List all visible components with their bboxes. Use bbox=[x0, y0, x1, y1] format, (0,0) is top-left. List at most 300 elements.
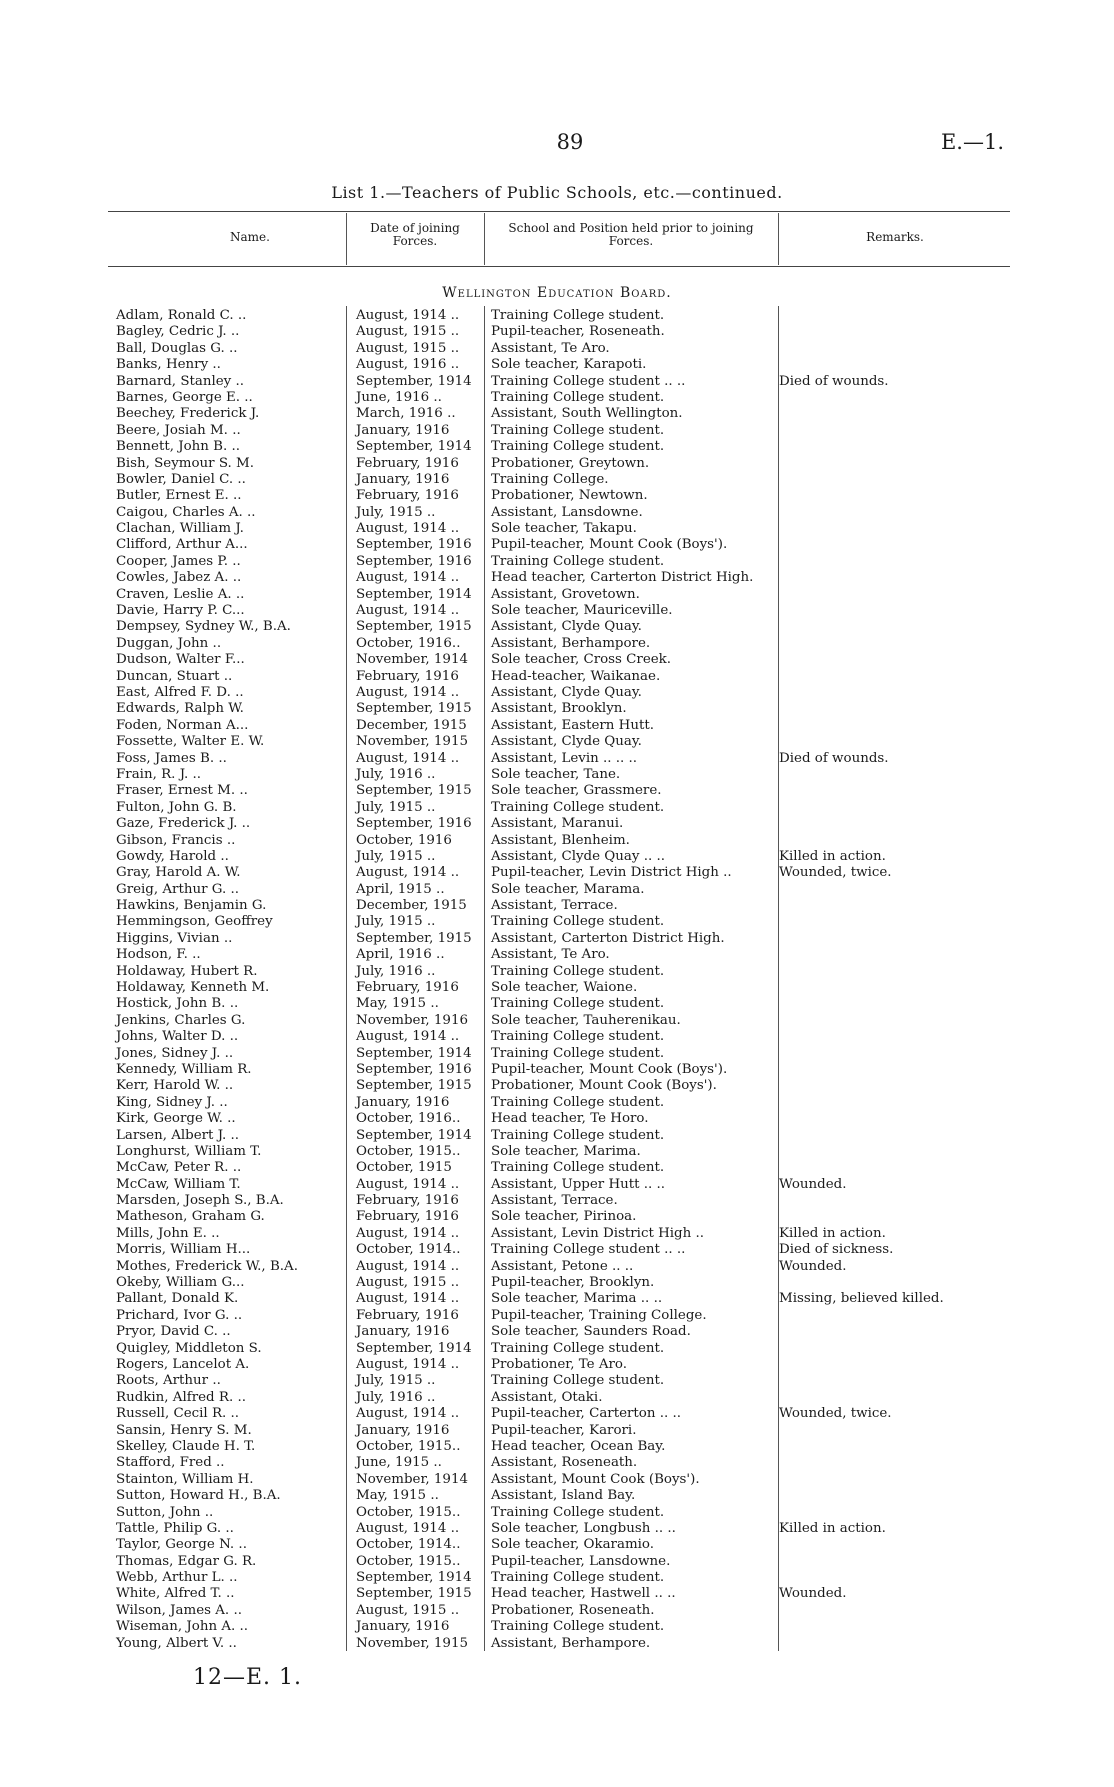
teacher-name: Gray, Harold A. W. bbox=[116, 865, 241, 881]
prior-position: Assistant, Terrace. bbox=[491, 1193, 618, 1209]
teacher-name: Sutton, John .. bbox=[116, 1504, 214, 1520]
teacher-name: Mills, John E. .. bbox=[116, 1225, 220, 1241]
prior-position: Sole teacher, Marima. bbox=[491, 1143, 641, 1159]
prior-position: Pupil-teacher, Brooklyn. bbox=[491, 1275, 655, 1291]
prior-position: Sole teacher, Longbush .. .. bbox=[491, 1520, 676, 1536]
table-row bbox=[116, 374, 1016, 390]
teacher-name: Gaze, Frederick J. .. bbox=[116, 816, 251, 832]
teacher-name: King, Sidney J. .. bbox=[116, 1094, 228, 1110]
prior-position: Pupil-teacher, Carterton .. .. bbox=[491, 1406, 682, 1422]
join-date: October, 1915.. bbox=[356, 1553, 461, 1569]
teacher-name: Hodson, F. .. bbox=[116, 947, 201, 963]
table-row bbox=[116, 1226, 1016, 1242]
teacher-name: Matheson, Graham G. bbox=[116, 1209, 265, 1225]
join-date: September, 1915 bbox=[356, 1586, 472, 1602]
page-number: 89 bbox=[556, 130, 584, 154]
remarks-text: Wounded. bbox=[779, 1258, 847, 1274]
table-row bbox=[116, 1291, 1016, 1307]
column-header-date: Date of joining Forces. bbox=[370, 221, 460, 248]
table-row bbox=[116, 1521, 1016, 1537]
prior-position: Assistant, Terrace. bbox=[491, 898, 618, 914]
table-row bbox=[116, 865, 1016, 881]
table-row bbox=[116, 767, 1016, 783]
table-row bbox=[116, 1341, 1016, 1357]
table-row bbox=[116, 1013, 1016, 1029]
table-row bbox=[116, 406, 1016, 422]
remarks-text: Killed in action. bbox=[779, 848, 886, 864]
join-date: February, 1916 bbox=[356, 980, 459, 996]
join-date: February, 1916 bbox=[356, 488, 459, 504]
teacher-name: Adlam, Ronald C. .. bbox=[116, 308, 247, 323]
teacher-name: Fulton, John G. B. bbox=[116, 799, 237, 815]
join-date: August, 1914 .. bbox=[356, 1176, 460, 1192]
table-row bbox=[116, 488, 1016, 504]
join-date: January, 1916 bbox=[356, 1094, 450, 1110]
join-date: January, 1916 bbox=[356, 1324, 450, 1340]
join-date: March, 1916 .. bbox=[356, 406, 456, 422]
page-reference: E.—1. bbox=[940, 130, 1004, 154]
join-date: August, 1915 .. bbox=[356, 1275, 460, 1291]
prior-position: Probationer, Roseneath. bbox=[491, 1602, 655, 1618]
teacher-name: Dudson, Walter F... bbox=[116, 652, 245, 668]
join-date: July, 1916 .. bbox=[356, 963, 436, 979]
prior-position: Pupil-teacher, Training College. bbox=[491, 1307, 707, 1323]
join-date: January, 1916 bbox=[356, 1422, 450, 1438]
prior-position: Sole teacher, Cross Creek. bbox=[491, 652, 672, 668]
table-row bbox=[116, 1586, 1016, 1602]
prior-position: Assistant, Island Bay. bbox=[491, 1488, 636, 1504]
teacher-name: Davie, Harry P. C... bbox=[116, 603, 245, 619]
teacher-name: Gowdy, Harold .. bbox=[116, 848, 229, 864]
prior-position: Pupil-teacher, Lansdowne. bbox=[491, 1553, 671, 1569]
teacher-name: Higgins, Vivian .. bbox=[116, 930, 233, 946]
teacher-name: Kennedy, William R. bbox=[116, 1061, 252, 1077]
remarks-text: Killed in action. bbox=[779, 1520, 886, 1536]
table-row bbox=[116, 1423, 1016, 1439]
prior-position: Pupil-teacher, Levin District High .. bbox=[491, 865, 732, 881]
teacher-name: Banks, Henry .. bbox=[116, 357, 221, 373]
teacher-name: Clachan, William J. bbox=[116, 521, 244, 537]
join-date: November, 1916 bbox=[356, 1012, 468, 1028]
join-date: September, 1914 bbox=[356, 1127, 472, 1143]
prior-position: Sole teacher, Pirinoa. bbox=[491, 1209, 637, 1225]
table-row bbox=[116, 800, 1016, 816]
table-row bbox=[116, 308, 1016, 324]
join-date: November, 1915 bbox=[356, 1635, 468, 1651]
teacher-name: Beere, Josiah M. .. bbox=[116, 422, 241, 438]
prior-position: Training College student. bbox=[491, 553, 665, 569]
prior-position: Assistant, Upper Hutt .. .. bbox=[491, 1176, 666, 1192]
teacher-name: Wilson, James A. .. bbox=[116, 1602, 242, 1618]
teacher-name: Foden, Norman A... bbox=[116, 717, 249, 733]
join-date: August, 1914 .. bbox=[356, 1258, 460, 1274]
join-date: November, 1914 bbox=[356, 1471, 468, 1487]
teacher-name: Longhurst, William T. bbox=[116, 1143, 262, 1159]
table-row bbox=[116, 751, 1016, 767]
prior-position: Assistant, Levin District High .. bbox=[491, 1225, 705, 1241]
footer-signature: 12—E. 1. bbox=[193, 1665, 303, 1690]
join-date: October, 1915 bbox=[356, 1160, 452, 1176]
join-date: August, 1914 .. bbox=[356, 1520, 460, 1536]
teacher-name: Gibson, Francis .. bbox=[116, 832, 236, 848]
teacher-name: Frain, R. J. .. bbox=[116, 766, 202, 782]
join-date: August, 1914 .. bbox=[356, 603, 460, 619]
teacher-name: Kerr, Harold W. .. bbox=[116, 1078, 234, 1094]
table-row bbox=[116, 1570, 1016, 1586]
prior-position: Training College. bbox=[491, 471, 609, 487]
teacher-name: Greig, Arthur G. .. bbox=[116, 881, 239, 897]
teacher-name: Russell, Cecil R. .. bbox=[116, 1406, 240, 1422]
table-row bbox=[116, 1554, 1016, 1570]
join-date: July, 1915 .. bbox=[356, 799, 436, 815]
table-row bbox=[116, 1078, 1016, 1094]
prior-position: Sole teacher, Marama. bbox=[491, 881, 645, 897]
table-row bbox=[116, 587, 1016, 603]
join-date: September, 1915 bbox=[356, 783, 472, 799]
table-row bbox=[116, 1209, 1016, 1225]
teacher-name: Butler, Ernest E. .. bbox=[116, 488, 242, 504]
teacher-name: Johns, Walter D. .. bbox=[116, 1029, 239, 1045]
join-date: September, 1914 bbox=[356, 439, 472, 455]
remarks-text: Wounded, twice. bbox=[779, 1406, 892, 1422]
join-date: October, 1916.. bbox=[356, 1111, 461, 1127]
table-row bbox=[116, 685, 1016, 701]
join-date: May, 1915 .. bbox=[356, 996, 439, 1012]
teacher-name: Barnes, George E. .. bbox=[116, 389, 253, 405]
join-date: June, 1916 .. bbox=[356, 389, 442, 405]
teacher-name: Barnard, Stanley .. bbox=[116, 373, 245, 389]
prior-position: Sole teacher, Marima .. .. bbox=[491, 1291, 663, 1307]
prior-position: Training College student. bbox=[491, 439, 665, 455]
teacher-name: Ball, Douglas G. .. bbox=[116, 340, 238, 356]
prior-position: Training College student. bbox=[491, 422, 665, 438]
join-date: September, 1916 bbox=[356, 553, 472, 569]
table-row bbox=[116, 570, 1016, 586]
join-date: August, 1914 .. bbox=[356, 865, 460, 881]
prior-position: Sole teacher, Mauriceville. bbox=[491, 603, 673, 619]
join-date: August, 1915 .. bbox=[356, 340, 460, 356]
table-row bbox=[116, 1177, 1016, 1193]
prior-position: Assistant, South Wellington. bbox=[491, 406, 683, 422]
teacher-name: McCaw, Peter R. .. bbox=[116, 1160, 242, 1176]
prior-position: Head teacher, Te Horo. bbox=[491, 1111, 649, 1127]
prior-position: Pupil-teacher, Roseneath. bbox=[491, 324, 665, 340]
prior-position: Assistant, Roseneath. bbox=[491, 1455, 638, 1471]
table-row bbox=[116, 603, 1016, 619]
teacher-name: Cooper, James P. .. bbox=[116, 553, 241, 569]
join-date: February, 1916 bbox=[356, 455, 459, 471]
prior-position: Training College student. bbox=[491, 963, 665, 979]
join-date: June, 1915 .. bbox=[356, 1455, 442, 1471]
table-row bbox=[116, 439, 1016, 455]
join-date: September, 1915 bbox=[356, 930, 472, 946]
teacher-name: Dempsey, Sydney W., B.A. bbox=[116, 619, 291, 635]
prior-position: Training College student. bbox=[491, 1340, 665, 1356]
table-row bbox=[116, 1275, 1016, 1291]
join-date: November, 1915 bbox=[356, 734, 468, 750]
join-date: July, 1916 .. bbox=[356, 1389, 436, 1405]
teacher-name: Prichard, Ivor G. .. bbox=[116, 1307, 243, 1323]
table-row bbox=[116, 1144, 1016, 1160]
teacher-name: Duggan, John .. bbox=[116, 635, 222, 651]
table-row bbox=[116, 964, 1016, 980]
teacher-name: Sutton, Howard H., B.A. bbox=[116, 1488, 281, 1504]
join-date: September, 1916 bbox=[356, 816, 472, 832]
table-row bbox=[116, 914, 1016, 930]
remarks-text: Missing, believed killed. bbox=[779, 1291, 944, 1307]
prior-position: Assistant, Petone .. .. bbox=[491, 1258, 634, 1274]
teacher-name: Rogers, Lancelot A. bbox=[116, 1357, 250, 1372]
join-date: August, 1914 .. bbox=[356, 684, 460, 700]
section-heading: Wellington Education Board. bbox=[442, 285, 672, 301]
prior-position: Head teacher, Ocean Bay. bbox=[491, 1438, 666, 1454]
prior-position: Assistant, Carterton District High. bbox=[491, 930, 725, 946]
join-date: December, 1915 bbox=[356, 717, 467, 733]
table-row bbox=[116, 1242, 1016, 1258]
join-date: September, 1916 bbox=[356, 1061, 472, 1077]
prior-position: Training College student .. .. bbox=[491, 373, 686, 389]
column-header-school: School and Position held prior to joining Forces. bbox=[508, 221, 754, 248]
join-date: August, 1914 .. bbox=[356, 1291, 460, 1307]
join-date: September, 1914 bbox=[356, 1340, 472, 1356]
table-row bbox=[116, 357, 1016, 373]
teacher-name: Jenkins, Charles G. bbox=[116, 1012, 246, 1028]
join-date: August, 1914 .. bbox=[356, 1225, 460, 1241]
table-row bbox=[116, 521, 1016, 537]
table-row bbox=[116, 1111, 1016, 1127]
table-row bbox=[116, 423, 1016, 439]
teacher-name: Marsden, Joseph S., B.A. bbox=[116, 1193, 284, 1209]
table-row bbox=[116, 669, 1016, 685]
remarks-text: Killed in action. bbox=[779, 1225, 886, 1241]
join-date: September, 1915 bbox=[356, 619, 472, 635]
table-row bbox=[116, 701, 1016, 717]
table-row bbox=[116, 1259, 1016, 1275]
table-row bbox=[116, 1406, 1016, 1422]
prior-position: Assistant, Eastern Hutt. bbox=[491, 717, 654, 733]
table-row bbox=[116, 783, 1016, 799]
table-row bbox=[116, 456, 1016, 472]
prior-position: Pupil-teacher, Mount Cook (Boys'). bbox=[491, 1061, 728, 1077]
join-date: February, 1916 bbox=[356, 1209, 459, 1225]
prior-position: Assistant, Te Aro. bbox=[491, 947, 610, 963]
teacher-name: Roots, Arthur .. bbox=[116, 1373, 221, 1389]
list-title: List 1.—Teachers of Public Schools, etc.—continued. bbox=[331, 183, 783, 202]
prior-position: Probationer, Newtown. bbox=[491, 488, 648, 504]
prior-position: Head teacher, Carterton District High. bbox=[491, 570, 754, 586]
teacher-name: Hemmingson, Geoffrey bbox=[116, 914, 273, 930]
prior-position: Assistant, Grovetown. bbox=[491, 586, 640, 602]
table-row bbox=[116, 833, 1016, 849]
join-date: May, 1915 .. bbox=[356, 1488, 439, 1504]
teacher-name: Pryor, David C. .. bbox=[116, 1324, 231, 1340]
table-row bbox=[116, 1324, 1016, 1340]
table-row bbox=[116, 816, 1016, 832]
prior-position: Assistant, Clyde Quay .. .. bbox=[491, 848, 665, 864]
prior-position: Assistant, Maranui. bbox=[491, 816, 624, 832]
remarks-text: Wounded, twice. bbox=[779, 865, 892, 881]
table-row bbox=[116, 718, 1016, 734]
join-date: September, 1915 bbox=[356, 701, 472, 717]
table-row bbox=[116, 1537, 1016, 1553]
header-divider-1 bbox=[346, 213, 347, 265]
teacher-name: Foss, James B. .. bbox=[116, 750, 227, 766]
teacher-name: Fossette, Walter E. W. bbox=[116, 734, 265, 750]
table-row bbox=[116, 505, 1016, 521]
prior-position: Training College student. bbox=[491, 1619, 665, 1635]
table-row bbox=[116, 1603, 1016, 1619]
table-row bbox=[116, 1193, 1016, 1209]
prior-position: Assistant, Blenheim. bbox=[491, 832, 630, 848]
table-row bbox=[116, 390, 1016, 406]
join-date: July, 1915 .. bbox=[356, 1373, 436, 1389]
table-row bbox=[116, 472, 1016, 488]
teacher-name: Skelley, Claude H. T. bbox=[116, 1438, 256, 1454]
prior-position: Sole teacher, Saunders Road. bbox=[491, 1324, 691, 1340]
table-row bbox=[116, 1308, 1016, 1324]
join-date: October, 1914.. bbox=[356, 1537, 461, 1553]
teacher-name: Larsen, Albert J. .. bbox=[116, 1127, 240, 1143]
teacher-name: Quigley, Middleton S. bbox=[116, 1340, 262, 1356]
join-date: October, 1914.. bbox=[356, 1242, 461, 1258]
remarks-text: Died of wounds. bbox=[779, 750, 889, 766]
table-row bbox=[116, 1619, 1016, 1635]
prior-position: Training College student. bbox=[491, 1160, 665, 1176]
prior-position: Training College student. bbox=[491, 308, 665, 323]
join-date: August, 1914 .. bbox=[356, 1029, 460, 1045]
teacher-name: Bennett, John B. .. bbox=[116, 439, 241, 455]
prior-position: Probationer, Te Aro. bbox=[491, 1357, 627, 1372]
join-date: November, 1914 bbox=[356, 652, 468, 668]
join-date: April, 1915 .. bbox=[356, 881, 445, 897]
header-rule-top bbox=[108, 211, 1010, 212]
table-row bbox=[116, 554, 1016, 570]
join-date: August, 1914 .. bbox=[356, 750, 460, 766]
join-date: September, 1914 bbox=[356, 1570, 472, 1586]
table-row bbox=[116, 849, 1016, 865]
prior-position: Assistant, Brooklyn. bbox=[491, 701, 627, 717]
prior-position: Assistant, Clyde Quay. bbox=[491, 734, 642, 750]
join-date: February, 1916 bbox=[356, 1307, 459, 1323]
table-row bbox=[116, 1062, 1016, 1078]
teacher-name: Clifford, Arthur A... bbox=[116, 537, 248, 553]
teacher-name: Thomas, Edgar G. R. bbox=[116, 1553, 257, 1569]
column-header-name: Name. bbox=[230, 230, 270, 244]
teacher-name: Mothes, Frederick W., B.A. bbox=[116, 1258, 298, 1274]
prior-position: Sole teacher, Okaramio. bbox=[491, 1537, 655, 1553]
teacher-name: Holdaway, Hubert R. bbox=[116, 963, 258, 979]
table-row bbox=[116, 882, 1016, 898]
teacher-name: Edwards, Ralph W. bbox=[116, 701, 244, 717]
prior-position: Assistant, Berhampore. bbox=[491, 1635, 651, 1651]
prior-position: Probationer, Greytown. bbox=[491, 455, 650, 471]
remarks-text: Wounded. bbox=[779, 1176, 847, 1192]
prior-position: Training College student. bbox=[491, 1504, 665, 1520]
join-date: August, 1914 .. bbox=[356, 521, 460, 537]
prior-position: Sole teacher, Waione. bbox=[491, 980, 638, 996]
join-date: April, 1916 .. bbox=[356, 947, 445, 963]
teacher-name: Okeby, William G... bbox=[116, 1275, 245, 1291]
prior-position: Assistant, Mount Cook (Boys'). bbox=[491, 1471, 700, 1487]
join-date: January, 1916 bbox=[356, 471, 450, 487]
prior-position: Sole teacher, Karapoti. bbox=[491, 357, 647, 373]
teacher-name: Bish, Seymour S. M. bbox=[116, 455, 255, 471]
table-row bbox=[116, 636, 1016, 652]
table-row bbox=[116, 324, 1016, 340]
join-date: September, 1916 bbox=[356, 537, 472, 553]
table-row bbox=[116, 652, 1016, 668]
teacher-name: Craven, Leslie A. .. bbox=[116, 586, 245, 602]
remarks-text: Died of sickness. bbox=[779, 1242, 894, 1258]
table-row bbox=[116, 1390, 1016, 1406]
table-row bbox=[116, 980, 1016, 996]
teacher-name: Kirk, George W. .. bbox=[116, 1111, 236, 1127]
table-row bbox=[116, 1029, 1016, 1045]
teacher-name: White, Alfred T. .. bbox=[116, 1586, 235, 1602]
prior-position: Sole teacher, Takapu. bbox=[491, 521, 637, 537]
table-row bbox=[116, 898, 1016, 914]
teacher-name: Rudkin, Alfred R. .. bbox=[116, 1389, 246, 1405]
table-row bbox=[116, 341, 1016, 357]
prior-position: Sole teacher, Grassmere. bbox=[491, 783, 662, 799]
join-date: September, 1914 bbox=[356, 373, 472, 389]
join-date: October, 1915.. bbox=[356, 1504, 461, 1520]
teacher-name: Stainton, William H. bbox=[116, 1471, 254, 1487]
table-row bbox=[116, 1472, 1016, 1488]
teacher-name: Stafford, Fred .. bbox=[116, 1455, 225, 1471]
column-header-remarks: Remarks. bbox=[866, 230, 924, 244]
join-date: September, 1914 bbox=[356, 1045, 472, 1061]
table-row bbox=[116, 996, 1016, 1012]
join-date: August, 1915 .. bbox=[356, 324, 460, 340]
teacher-name: Jones, Sidney J. .. bbox=[116, 1045, 234, 1061]
teacher-name: Taylor, George N. .. bbox=[116, 1537, 247, 1553]
table-row bbox=[116, 931, 1016, 947]
prior-position: Training College student. bbox=[491, 1029, 665, 1045]
teacher-rows bbox=[116, 308, 1016, 1652]
join-date: October, 1915.. bbox=[356, 1438, 461, 1454]
teacher-name: Bowler, Daniel C. .. bbox=[116, 471, 246, 487]
teacher-name: Young, Albert V. .. bbox=[116, 1635, 237, 1651]
prior-position: Training College student .. .. bbox=[491, 1242, 686, 1258]
table-row bbox=[116, 734, 1016, 750]
join-date: February, 1916 bbox=[356, 1193, 459, 1209]
teacher-name: Cowles, Jabez A. .. bbox=[116, 570, 242, 586]
prior-position: Head-teacher, Waikanae. bbox=[491, 668, 661, 684]
table-row bbox=[116, 537, 1016, 553]
teacher-name: Caigou, Charles A. .. bbox=[116, 504, 256, 520]
prior-position: Assistant, Clyde Quay. bbox=[491, 684, 642, 700]
table-row bbox=[116, 1128, 1016, 1144]
table-row bbox=[116, 1160, 1016, 1176]
join-date: December, 1915 bbox=[356, 898, 467, 914]
table-row bbox=[116, 1488, 1016, 1504]
prior-position: Training College student. bbox=[491, 996, 665, 1012]
teacher-name: Sansin, Henry S. M. bbox=[116, 1422, 252, 1438]
teacher-name: Morris, William H... bbox=[116, 1242, 251, 1258]
prior-position: Assistant, Clyde Quay. bbox=[491, 619, 642, 635]
table-row bbox=[116, 1636, 1016, 1652]
prior-position: Assistant, Berhampore. bbox=[491, 635, 651, 651]
join-date: July, 1915 .. bbox=[356, 504, 436, 520]
join-date: September, 1914 bbox=[356, 586, 472, 602]
teacher-name: Beechey, Frederick J. bbox=[116, 406, 260, 422]
join-date: August, 1914 .. bbox=[356, 308, 460, 323]
join-date: August, 1914 .. bbox=[356, 570, 460, 586]
prior-position: Head teacher, Hastwell .. .. bbox=[491, 1586, 676, 1602]
teacher-name: Webb, Arthur L. .. bbox=[116, 1570, 238, 1586]
remarks-text: Wounded. bbox=[779, 1586, 847, 1602]
